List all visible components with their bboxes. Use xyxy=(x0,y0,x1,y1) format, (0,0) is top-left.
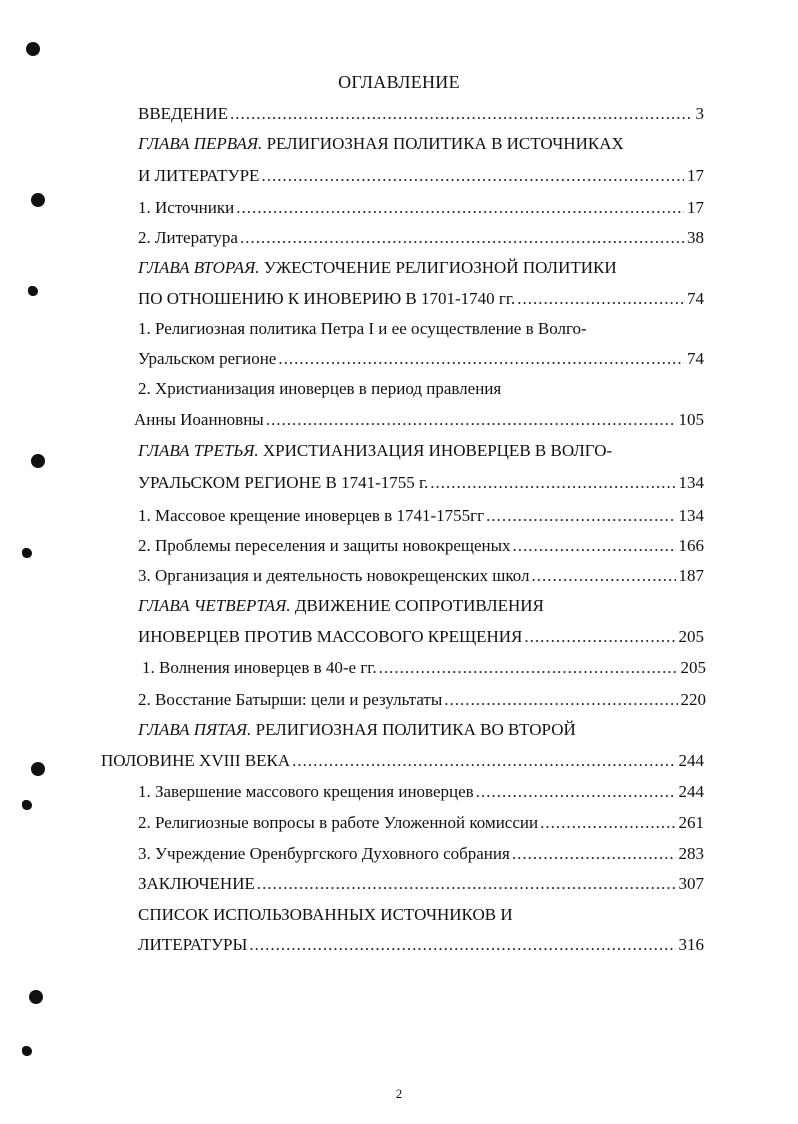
section-title: 1. Массовое крещение иноверцев в 1741-1755гг xyxy=(138,506,485,525)
binder-hole-dot xyxy=(31,762,45,776)
leader-dots xyxy=(540,810,675,836)
toc-chapter-4 xyxy=(138,624,704,650)
toc-page-number: 166 xyxy=(678,536,704,555)
binder-hole-dot xyxy=(31,193,45,207)
section-title: 1. Источники xyxy=(138,198,235,217)
section-title: 1. Религиозная политика Петра I и ее осуществление в Волго- xyxy=(138,319,587,338)
toc-chapter-5 xyxy=(101,748,704,774)
chapter-title: ДВИЖЕНИЕ СОПРОТИВЛЕНИЯ xyxy=(290,596,544,615)
toc-section-1-2 xyxy=(138,225,704,251)
section-title: 2. Литература xyxy=(138,228,238,247)
toc-page-number: 283 xyxy=(678,844,704,863)
leader-dots xyxy=(512,841,676,867)
scan-speck xyxy=(28,286,38,296)
toc-chapter-3 xyxy=(138,470,704,496)
toc-chapter-2-title xyxy=(138,255,704,281)
toc-section-2-2 xyxy=(134,407,704,433)
toc-chapter-3-title xyxy=(138,438,704,464)
toc-sources-title xyxy=(138,902,704,928)
toc-entry-label: СПИСОК ИСПОЛЬЗОВАННЫХ ИСТОЧНИКОВ И xyxy=(138,905,513,924)
leader-dots xyxy=(261,163,684,189)
toc-section-5-2 xyxy=(138,810,704,836)
binder-hole-dot xyxy=(31,454,45,468)
leader-dots xyxy=(257,871,676,897)
toc-chapter-1-title xyxy=(138,131,704,157)
toc-section-5-3 xyxy=(138,841,704,867)
toc-page-number: 316 xyxy=(678,935,704,954)
toc-page-number: 17 xyxy=(687,198,704,217)
chapter-title: РЕЛИГИОЗНАЯ ПОЛИТИКА ВО ВТОРОЙ xyxy=(251,720,576,739)
chapter-label: ГЛАВА ВТОРАЯ. xyxy=(138,258,260,277)
section-title: 2. Христианизация иноверцев в период правления xyxy=(138,379,502,398)
toc-page-number: 3 xyxy=(695,104,704,123)
chapter-title-cont: ПОЛОВИНЕ XVIII ВЕКА xyxy=(101,751,291,770)
toc-entry-conclusion xyxy=(138,871,704,897)
toc-entry-label: ЗАКЛЮЧЕНИЕ xyxy=(138,874,255,893)
leader-dots xyxy=(513,533,676,559)
binder-hole-dot xyxy=(26,42,40,56)
leader-dots xyxy=(486,503,675,529)
scan-speck xyxy=(22,548,32,558)
toc-page-number: 205 xyxy=(678,627,704,646)
chapter-title: ХРИСТИАНИЗАЦИЯ ИНОВЕРЦЕВ В ВОЛГО- xyxy=(258,441,613,460)
chapter-label: ГЛАВА ПЯТАЯ. xyxy=(138,720,252,739)
chapter-title-cont: ПО ОТНОШЕНИЮ К ИНОВЕРИЮ В 1701-1740 гг. xyxy=(138,289,516,308)
toc-page-number: 307 xyxy=(678,874,704,893)
toc-chapter-4-title xyxy=(138,593,704,619)
toc-section-2-1 xyxy=(138,346,704,372)
chapter-label: ГЛАВА ЧЕТВЕРТАЯ. xyxy=(138,596,291,615)
toc-section-3-2 xyxy=(138,533,704,559)
toc-page-number: 187 xyxy=(678,566,704,585)
chapter-title-cont: ИНОВЕРЦЕВ ПРОТИВ МАССОВОГО КРЕЩЕНИЯ xyxy=(138,627,523,646)
leader-dots xyxy=(249,932,675,958)
page-title: ОГЛАВЛЕНИЕ xyxy=(338,72,460,92)
toc-page-number: 38 xyxy=(687,228,704,247)
toc-chapter-1 xyxy=(138,163,704,189)
leader-dots xyxy=(292,748,675,774)
chapter-label: ГЛАВА ТРЕТЬЯ. xyxy=(138,441,259,460)
toc-section-1-1 xyxy=(138,195,704,221)
toc-page-number: 205 xyxy=(680,658,706,677)
leader-dots xyxy=(532,563,676,589)
section-title: 2. Проблемы переселения и защиты новокрещеных xyxy=(138,536,511,555)
page-number: 2 xyxy=(395,1086,403,1101)
toc-section-2-2-title xyxy=(138,376,704,402)
leader-dots xyxy=(240,225,684,251)
toc-section-5-1 xyxy=(138,779,704,805)
section-title-cont: Анны Иоанновны xyxy=(134,410,264,429)
toc-entry-sources xyxy=(138,932,704,958)
toc-section-4-1 xyxy=(142,655,706,681)
section-title: 3. Учреждение Оренбургского Духовного собрания xyxy=(138,844,510,863)
toc-section-3-1 xyxy=(138,503,704,529)
toc-section-3-3 xyxy=(138,563,704,589)
leader-dots xyxy=(430,470,675,496)
leader-dots xyxy=(476,779,676,805)
toc-page-number: 244 xyxy=(678,782,704,801)
toc-section-4-2 xyxy=(138,687,706,713)
toc-page-number: 134 xyxy=(678,473,704,492)
scan-speck xyxy=(22,1046,32,1056)
section-title: 1. Волнения иноверцев в 40-е гг. xyxy=(142,658,377,677)
toc-page-number: 105 xyxy=(678,410,704,429)
toc-page-number: 17 xyxy=(687,166,704,185)
toc-page-number: 74 xyxy=(687,289,704,308)
toc-chapter-2 xyxy=(138,286,704,312)
chapter-title: УЖЕСТОЧЕНИЕ РЕЛИГИОЗНОЙ ПОЛИТИКИ xyxy=(259,258,617,277)
chapter-title-cont: И ЛИТЕРАТУРЕ xyxy=(138,166,260,185)
chapter-title: РЕЛИГИОЗНАЯ ПОЛИТИКА В ИСТОЧНИКАХ xyxy=(262,134,624,153)
leader-dots xyxy=(517,286,684,312)
leader-dots xyxy=(230,101,693,127)
toc-page-number: 74 xyxy=(687,349,704,368)
toc-entry-label-cont: ЛИТЕРАТУРЫ xyxy=(138,935,248,954)
leader-dots xyxy=(266,407,676,433)
scan-speck xyxy=(22,800,32,810)
section-title: 2. Религиозные вопросы в работе Уложенной комиссии xyxy=(138,813,539,832)
leader-dots xyxy=(444,687,677,713)
section-title: 1. Завершение массового крещения иноверцев xyxy=(138,782,474,801)
chapter-label: ГЛАВА ПЕРВАЯ. xyxy=(138,134,263,153)
toc-section-2-1-title xyxy=(138,316,704,342)
toc-entry-intro xyxy=(138,101,704,127)
leader-dots xyxy=(524,624,675,650)
leader-dots xyxy=(278,346,684,372)
leader-dots xyxy=(379,655,678,681)
toc-page-number: 261 xyxy=(678,813,704,832)
chapter-title-cont: УРАЛЬСКОМ РЕГИОНЕ В 1741-1755 г. xyxy=(138,473,429,492)
binder-hole-dot xyxy=(29,990,43,1004)
toc-page-number: 244 xyxy=(678,751,704,770)
section-title: 2. Восстание Батырши: цели и результаты xyxy=(138,690,443,709)
toc-page-number: 220 xyxy=(680,690,706,709)
leader-dots xyxy=(236,195,684,221)
toc-page-number: 134 xyxy=(678,506,704,525)
section-title-cont: Уральском регионе xyxy=(138,349,277,368)
toc-chapter-5-title xyxy=(138,717,704,743)
toc-entry-label: ВВЕДЕНИЕ xyxy=(138,104,228,123)
section-title: 3. Организация и деятельность новокрещенских школ xyxy=(138,566,530,585)
